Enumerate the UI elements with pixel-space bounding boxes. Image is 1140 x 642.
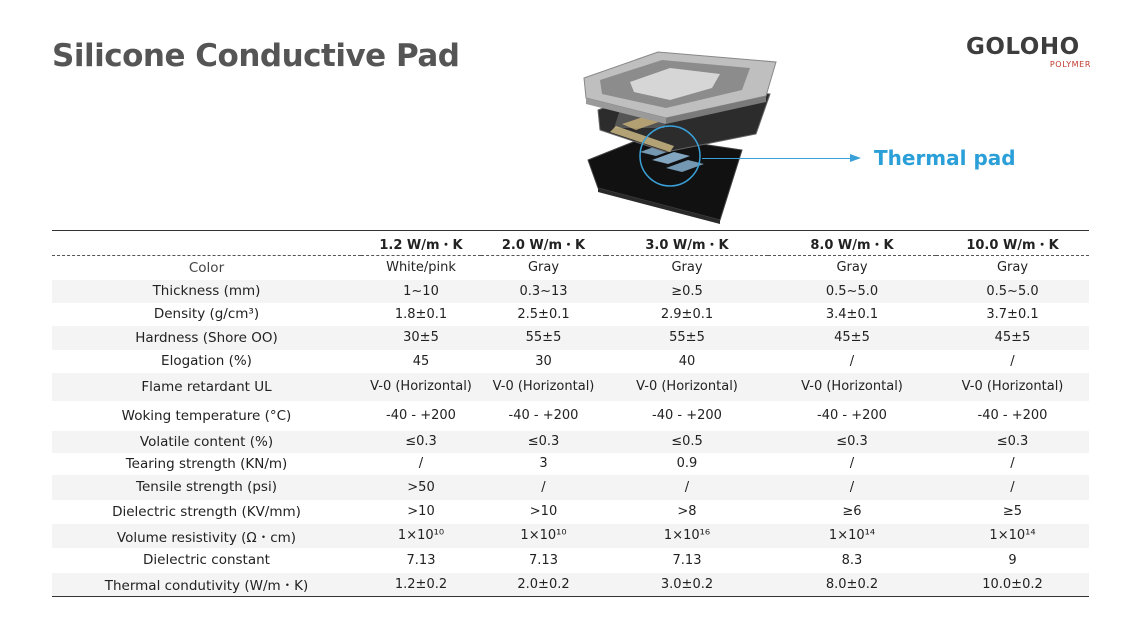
cell-value: ≤0.3	[936, 431, 1089, 453]
table-row	[52, 453, 1089, 475]
cell-value: 3.7±0.1	[986, 306, 1039, 322]
cell-value: 10.0±0.2	[936, 573, 1089, 597]
cell-value: V-0 (Horizontal)	[481, 373, 606, 401]
table-row	[52, 431, 1089, 453]
spec-table	[52, 230, 1089, 597]
row-property: Elogation (%)	[161, 353, 252, 369]
cell-value: V-0 (Horizontal)	[768, 373, 936, 401]
row-property: Volatile content (%)	[52, 431, 361, 453]
gpu-assembly-illustration	[570, 48, 870, 226]
cell-value: 0.9	[676, 456, 698, 471]
table-row	[52, 548, 1089, 573]
table-row	[52, 373, 1089, 401]
row-property: Dielectric constant	[143, 552, 270, 568]
cell-value: /	[849, 353, 855, 369]
callout-line	[702, 158, 852, 159]
cell-value: /	[768, 475, 936, 500]
cell-value: 30	[535, 353, 552, 369]
row-property: Thermal condutivity (W/m・K)	[52, 573, 361, 597]
cell-value: 0.5~5.0	[768, 280, 936, 303]
row-property: Thickness (mm)	[52, 280, 361, 303]
cell-value: >50	[361, 475, 481, 500]
table-row	[52, 401, 1089, 431]
cell-value: ≤0.3	[361, 431, 481, 453]
page-title: Silicone Conductive Pad	[52, 38, 460, 74]
cell-value: 3.4±0.1	[825, 306, 879, 322]
cell-value: 0.3~13	[481, 280, 606, 303]
cell-value: 30±5	[361, 326, 481, 350]
cell-value: /	[936, 475, 1089, 500]
cell-value: ≥5	[1002, 504, 1023, 519]
cell-value: /	[481, 475, 606, 500]
cell-value: 1×10¹⁴	[936, 524, 1089, 548]
cell-value: -40 - +200	[652, 408, 722, 423]
cell-value: 8.0±0.2	[768, 573, 936, 597]
cell-value: ≥6	[842, 504, 862, 519]
cell-value: Gray	[527, 260, 560, 276]
cell-value: 1.2±0.2	[361, 573, 481, 597]
row-property: Tearing strength (KN/m)	[125, 455, 288, 472]
table-row	[52, 350, 1089, 373]
column-header: 8.0 W/m・K	[810, 237, 894, 253]
cell-value: 0.5~5.0	[936, 280, 1089, 303]
row-property: Tensile strength (psi)	[52, 475, 361, 500]
table-row	[52, 573, 1089, 597]
cell-value: -40 - +200	[508, 408, 579, 423]
cell-value: 45±5	[768, 326, 936, 350]
cell-value: V-0 (Horizontal)	[936, 373, 1089, 401]
cell-value: V-0 (Horizontal)	[361, 373, 481, 401]
cell-value: 7.13	[529, 552, 558, 568]
cell-value: 1~10	[361, 280, 481, 303]
cell-value: 2.9±0.1	[660, 306, 714, 322]
cell-value: /	[849, 456, 855, 471]
cell-value: White/pink	[386, 260, 456, 276]
cell-value: Gray	[671, 260, 703, 276]
table-row	[52, 524, 1089, 548]
cell-value: 45	[412, 353, 430, 369]
row-property: Woking temperature (°C)	[121, 407, 292, 424]
cell-value: 55±5	[481, 326, 606, 350]
row-property: Volume resistivity (Ω・cm)	[52, 524, 361, 548]
cell-value: -40 - +200	[386, 408, 456, 423]
cell-value: >8	[677, 504, 697, 519]
cell-value: 8.3	[841, 552, 863, 568]
column-header: 10.0 W/m・K	[966, 237, 1059, 253]
callout-label: Thermal pad	[874, 146, 1016, 170]
table-row	[52, 303, 1089, 326]
logo-wordmark: GOLOHO	[966, 34, 1080, 60]
cell-value: 7.13	[672, 552, 702, 568]
cell-value: Gray	[836, 260, 868, 276]
cell-value: /	[1010, 456, 1015, 471]
cell-value: 3.0±0.2	[606, 573, 768, 597]
cell-value: 1×10¹⁴	[768, 524, 936, 548]
cell-value: 1×10¹⁰	[361, 524, 481, 548]
cell-value: ≥0.5	[606, 280, 768, 303]
table-row	[52, 475, 1089, 500]
row-property: Density (g/cm³)	[153, 306, 260, 322]
column-header: 2.0 W/m・K	[501, 237, 586, 253]
cell-value: >10	[407, 504, 435, 519]
cell-value: 2.5±0.1	[517, 306, 570, 322]
cell-value: /	[418, 456, 424, 471]
row-property: Flame retardant UL	[52, 373, 361, 401]
cell-value: 9	[1008, 552, 1017, 568]
row-property: Dielectric strength (KV/mm)	[112, 503, 301, 520]
table-row	[52, 326, 1089, 350]
cell-value: 3	[539, 456, 548, 471]
cell-value: -40 - +200	[817, 408, 887, 423]
column-header-property	[52, 231, 361, 256]
column-header: 1.2 W/m・K	[379, 237, 463, 253]
cell-value: V-0 (Horizontal)	[606, 373, 768, 401]
row-property: Color	[188, 259, 225, 276]
cell-value: ≤0.5	[606, 431, 768, 453]
cell-value: Gray	[996, 260, 1029, 276]
cell-value: 1.8±0.1	[394, 306, 448, 322]
cell-value: 1×10¹⁶	[606, 524, 768, 548]
cell-value: /	[1010, 353, 1015, 369]
cell-value: 2.0±0.2	[481, 573, 606, 597]
cell-value: 1×10¹⁰	[481, 524, 606, 548]
cell-value: 40	[678, 353, 696, 369]
cell-value: >10	[529, 504, 558, 519]
cell-value: -40 - +200	[977, 408, 1048, 423]
arrow-right-icon	[850, 154, 861, 162]
table-row	[52, 500, 1089, 524]
cell-value: ≤0.3	[481, 431, 606, 453]
column-header: 3.0 W/m・K	[645, 237, 729, 253]
table-row	[52, 280, 1089, 303]
table-row	[52, 256, 1089, 280]
cell-value: 55±5	[606, 326, 768, 350]
table-header-row	[52, 231, 1089, 256]
cell-value: /	[606, 475, 768, 500]
logo-tagline: POLYMER	[1049, 60, 1091, 69]
cell-value: 45±5	[936, 326, 1089, 350]
row-property: Hardness (Shore OO)	[52, 326, 361, 350]
brand-logo	[966, 34, 1096, 69]
cell-value: 7.13	[406, 552, 436, 568]
cell-value: ≤0.3	[768, 431, 936, 453]
